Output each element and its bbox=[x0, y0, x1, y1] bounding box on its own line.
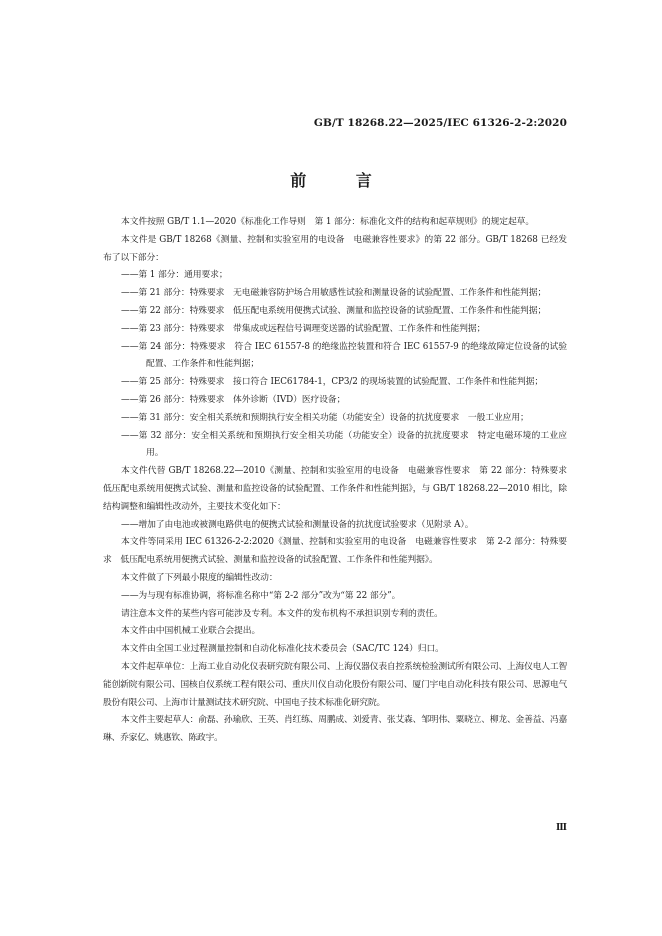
paragraph: 本文件是 GB/T 18268《测量、控制和实验室用的电设备 电磁兼容性要求》的第 22 部分。GB/T 18268 已经发布了以下部分： bbox=[103, 234, 567, 263]
paragraph: 本文件做了下列最小限度的编辑性改动： bbox=[121, 572, 278, 583]
list-item: ——第 32 部分：安全相关系统和预期执行安全相关功能（功能安全）设备的抗扰度要求 特定电磁环境的工业应用。 bbox=[121, 430, 567, 459]
list-item: ——第 1 部分：通用要求； bbox=[121, 270, 228, 281]
foreword-body bbox=[103, 214, 576, 748]
paragraph: 本文件按照 GB/T 1.1—2020《标准化工作导则 第 1 部分：标准化文件的结构和起草规则》的规定起草。 bbox=[121, 217, 535, 227]
paragraph: 本文件代替 GB/T 18268.22—2010《测量、控制和实验室用的电设备 电磁兼容性要求 第 22 部分：特殊要求 低压配电系统用便携式试验、测量和监控设备的试验配置、工作条件和性能判据》，与 GB/T 18268.22—2010 相比，除结构调整和编辑性改动外，主要技术变化如下： bbox=[103, 466, 576, 512]
list-item: ——第 31 部分：安全相关系统和预期执行安全相关功能（功能安全）设备的抗扰度要求 一般工业应用； bbox=[121, 412, 529, 423]
list-item: ——增加了由电池或被测电路供电的便携式试验和测量设备的抗扰度试验要求（见附录 A）。 bbox=[121, 519, 474, 530]
paragraph: 本文件主要起草人：俞磊、孙瑜欣、王英、肖红练、周鹏成、刘爱青、张艾森、邹明伟、粟晓立、柳龙、金善益、冯嘉琳、乔家亿、姚惠钦、陈政宇。 bbox=[103, 715, 567, 744]
list-item: ——第 23 部分：特殊要求 带集成或远程信号调理变送器的试验配置、工作条件和性能判据； bbox=[121, 323, 486, 334]
list-item: ——第 26 部分：特殊要求 体外诊断（IVD）医疗设备； bbox=[121, 394, 346, 405]
paragraph: 本文件起草单位：上海工业自动化仪表研究院有限公司、上海仪器仪表自控系统检验测试所有限公司、上海仪电人工智能创新院有限公司、国核自仪系统工程有限公司、重庆川仪自动化股份有限公司、厦门宇电自动化科技有限公司、思源电气股份有限公司、上海市计量测试技术研究院、中国电子技术标准化研究院。 bbox=[103, 661, 567, 708]
paragraph: 本文件等同采用 IEC 61326-2-2:2020《测量、控制和实验室用的电设备 电磁兼容性要求 第 2-2 部分：特殊要求 低压配电系统用便携式试验、测量和监控设备的试验配置、工作条件和性能判据》。 bbox=[103, 537, 567, 566]
list-item: ——第 24 部分：特殊要求 符合 IEC 61557-8 的绝缘监控装置和符合 IEC 61557-9 的绝缘故障定位设备的试验配置、工作条件和性能判据； bbox=[121, 341, 567, 370]
page-number: Ⅲ bbox=[556, 823, 567, 833]
document-header: GB/T 18268.22—2025/IEC 61326-2-2:2020 bbox=[313, 117, 567, 129]
list-item: ——为与现有标准协调，将标准名称中“第 2-2 部分”改为“第 22 部分”。 bbox=[121, 590, 401, 601]
list-item: ——第 22 部分：特殊要求 低压配电系统用便携式试验、测量和监控设备的试验配置、工作条件和性能判据； bbox=[121, 305, 547, 316]
paragraph: 本文件由全国工业过程测量控制和自动化标准化技术委员会（SAC/TC 124）归口。 bbox=[121, 644, 444, 655]
list-item: ——第 21 部分：特殊要求 无电磁兼容防护场合用敏感性试验和测量设备的试验配置、工作条件和性能判据； bbox=[121, 288, 547, 299]
paragraph: 请注意本文件的某些内容可能涉及专利。本文件的发布机构不承担识别专利的责任。 bbox=[121, 608, 443, 619]
page-title: 前 言 bbox=[290, 171, 394, 190]
paragraph: 本文件由中国机械工业联合会提出。 bbox=[121, 626, 261, 637]
list-item: ——第 25 部分：特殊要求 接口符合 IEC61784-1，CP3/2 的现场装置的试验配置、工作条件和性能判据； bbox=[121, 377, 544, 388]
